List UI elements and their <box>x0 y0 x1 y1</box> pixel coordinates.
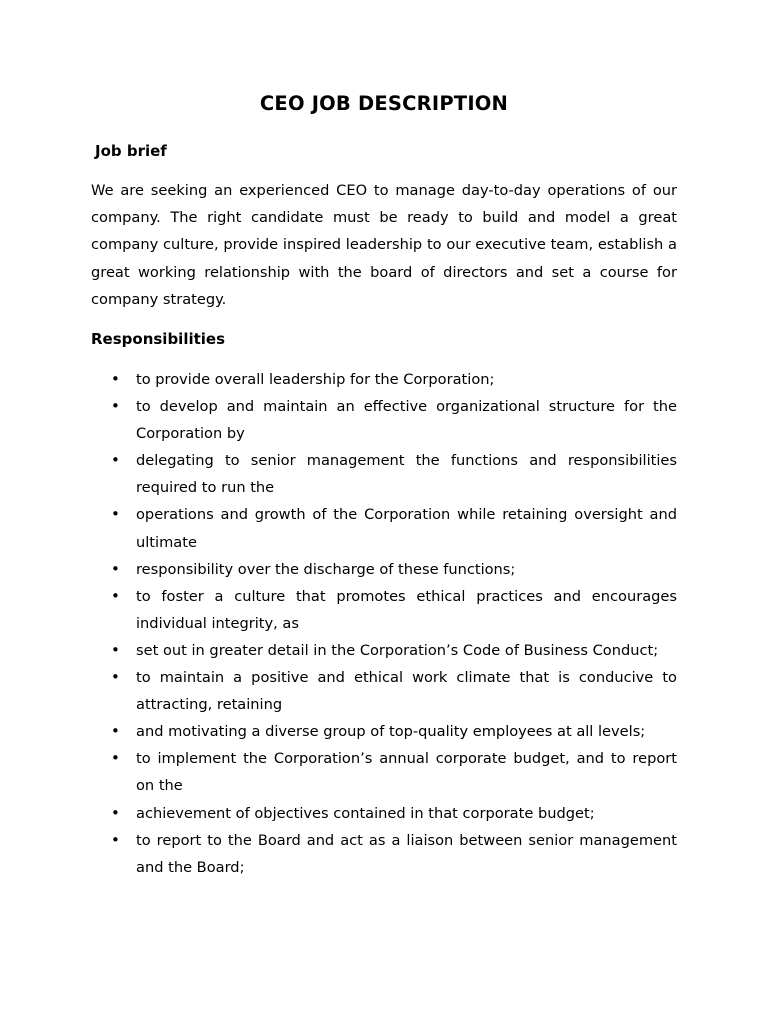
job-brief-heading: Job brief <box>95 142 167 160</box>
bullet-icon: • <box>111 559 120 578</box>
bullet-icon: • <box>111 722 120 741</box>
list-item-text: to implement the Corporation’s annual corporate budget, and to report on the <box>136 750 677 795</box>
list-item-text: delegating to senior management the functions and responsibilities required to run the <box>136 452 677 497</box>
list-item-text: to report to the Board and act as a liaison between senior management and the Board; <box>136 831 677 876</box>
bullet-icon: • <box>111 451 120 470</box>
list-item <box>91 501 677 555</box>
bullet-icon: • <box>111 749 120 768</box>
document-title: CEO JOB DESCRIPTION <box>259 92 509 115</box>
list-item <box>91 366 677 393</box>
list-item <box>91 718 677 745</box>
responsibilities-list <box>91 366 677 881</box>
list-item-text: responsibility over the discharge of these functions; <box>136 560 516 578</box>
list-item <box>91 583 677 637</box>
list-item-text: to develop and maintain an effective organizational structure for the Corporation by <box>136 398 677 443</box>
job-brief-paragraph: We are seeking an experienced CEO to manage day-to-day operations of our company. The right candidate must be ready to build and model a great company culture, provide inspired leadership to our executive team, establish a great working relationship with the board of directors and set a course for company strategy. <box>91 182 677 308</box>
list-item <box>91 637 677 664</box>
bullet-icon: • <box>111 640 120 659</box>
bullet-icon: • <box>111 370 120 388</box>
list-item <box>91 827 677 881</box>
list-item-text: to provide overall leadership for the Corporation; <box>136 371 495 388</box>
bullet-icon: • <box>111 668 120 687</box>
bullet-icon: • <box>111 830 120 849</box>
list-item-text: operations and growth of the Corporation while retaining oversight and ultimate <box>136 506 677 551</box>
list-item <box>91 664 677 718</box>
responsibilities-heading: Responsibilities <box>91 330 226 348</box>
list-item <box>91 745 677 799</box>
list-item <box>91 800 677 827</box>
list-item <box>91 556 677 583</box>
list-item <box>91 447 677 501</box>
list-item-text: to foster a culture that promotes ethical practices and encourages individual integrity, as <box>136 587 677 632</box>
list-item-text: and motivating a diverse group of top-quality employees at all levels; <box>136 723 646 741</box>
bullet-icon: • <box>111 803 120 822</box>
bullet-icon: • <box>111 586 120 605</box>
list-item <box>91 393 677 447</box>
list-item-text: achievement of objectives contained in that corporate budget; <box>136 804 595 822</box>
list-item-text: to maintain a positive and ethical work climate that is conducive to attracting, retaining <box>136 669 677 714</box>
bullet-icon: • <box>111 505 120 524</box>
list-item-text: set out in greater detail in the Corporation’s Code of Business Conduct; <box>136 641 659 659</box>
bullet-icon: • <box>111 397 120 416</box>
